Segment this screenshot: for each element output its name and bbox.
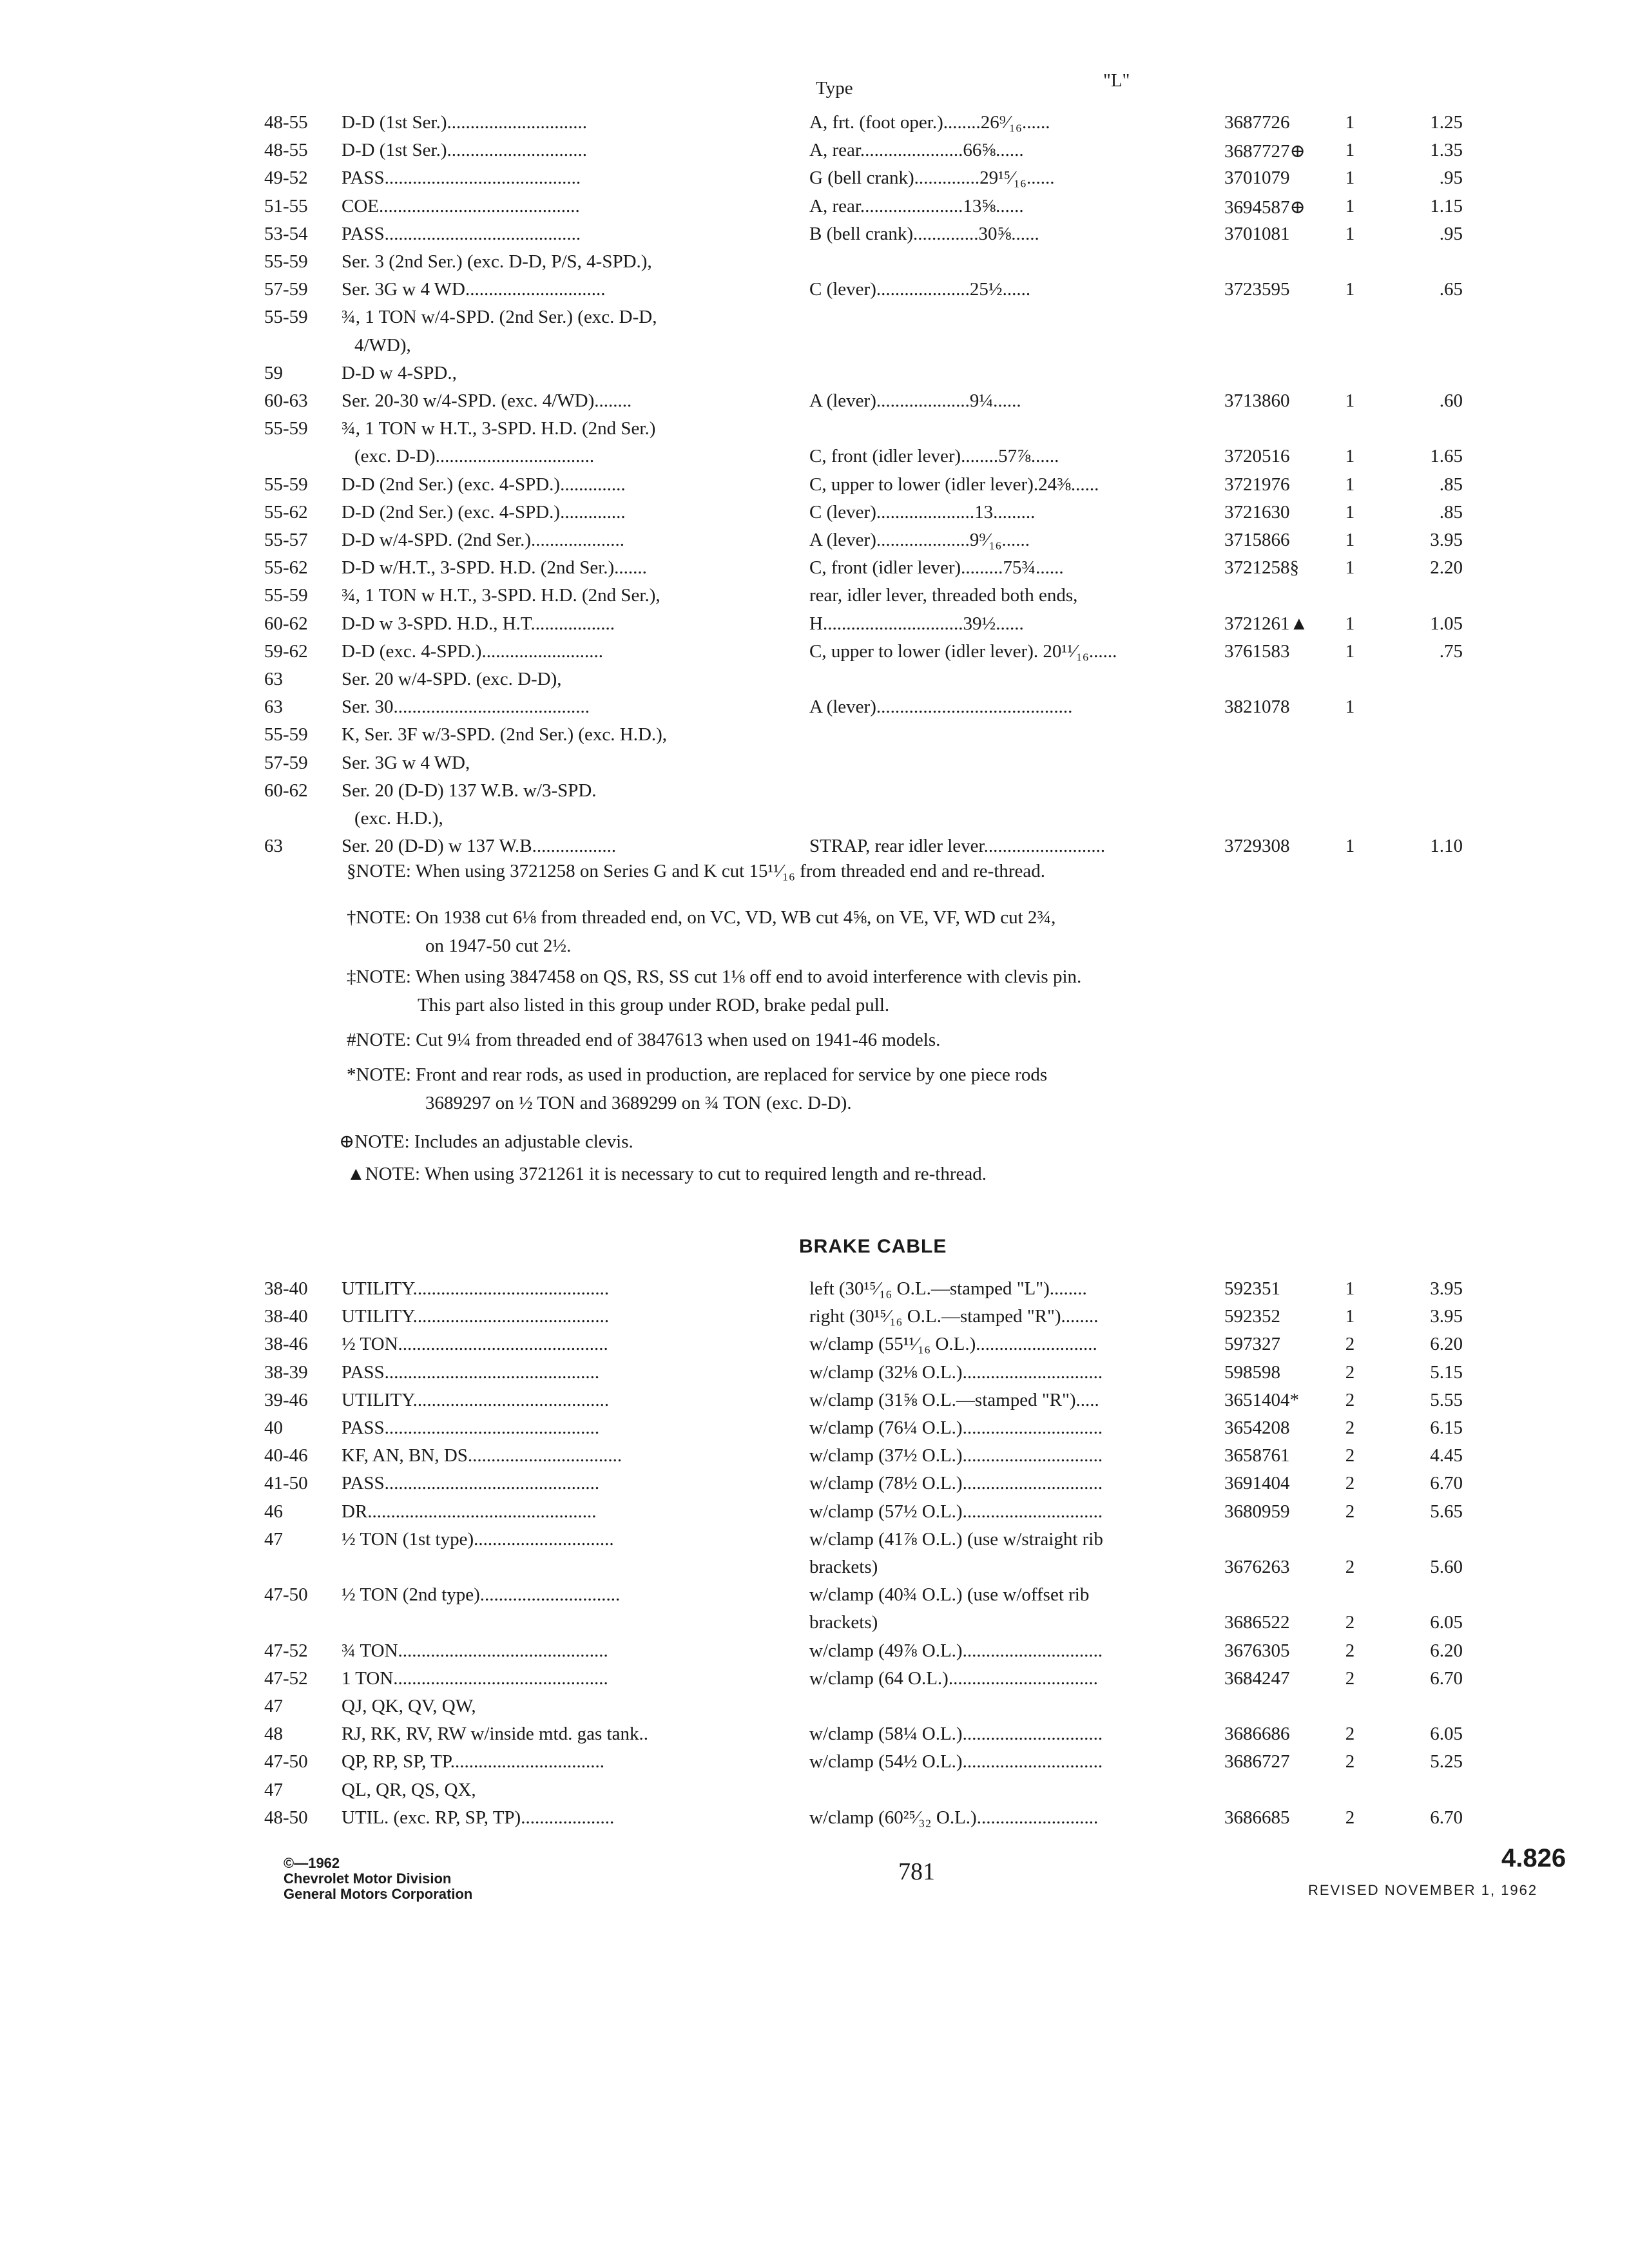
cable-row-part: right (30¹⁵⁄₁₆ O.L.—stamped "R")........	[809, 1306, 1099, 1327]
rod-row-desc: Ser. 20 w/4-SPD. (exc. D-D),	[342, 669, 562, 689]
cable-row-qty: 1	[1345, 1278, 1355, 1299]
cable-row-qty: 2	[1345, 1418, 1355, 1438]
rod-row-part: C (lever)....................25½......	[809, 279, 1031, 300]
rod-row-part: B (bell crank)..............30⅝......	[809, 223, 1039, 244]
cable-row-year: 38-40	[264, 1306, 308, 1327]
cable-row-part: w/clamp (41⅞ O.L.) (use w/straight rib	[809, 1528, 1103, 1550]
cable-row-desc: QP, RP, SP, TP.................................	[342, 1751, 605, 1773]
rod-row-year: 59-62	[264, 640, 308, 662]
cable-row-partnum: 3651404*	[1224, 1389, 1299, 1410]
cable-row-price: 6.05	[1430, 1724, 1463, 1745]
cable-row-price: 5.25	[1430, 1751, 1463, 1773]
cable-row-part: w/clamp (32⅛ O.L.)..............................	[809, 1361, 1103, 1383]
cable-row-desc: QJ, QK, QV, QW,	[342, 1696, 476, 1716]
rod-row-partnum: 3761583	[1224, 640, 1290, 662]
rod-row-year: 55-62	[264, 557, 308, 579]
corp: General Motors Corporation	[284, 1886, 473, 1902]
cable-row-part: w/clamp (37½ O.L.)..............................	[809, 1445, 1103, 1466]
rod-row-year: 55-59	[264, 724, 308, 745]
cable-row-part: w/clamp (60²⁵⁄₃₂ O.L.)..........................	[809, 1807, 1099, 1828]
rod-row-desc: PASS..........................................	[342, 223, 581, 244]
rod-row-price: 1.25	[1430, 112, 1463, 133]
cable-row-desc: UTILITY..........................................	[342, 1278, 610, 1299]
rod-row-desc: PASS..........................................	[342, 168, 581, 189]
rod-row-part: A (lever)....................9¼......	[809, 390, 1021, 411]
cable-row-qty: 2	[1345, 1501, 1355, 1522]
rod-row-year: 60-62	[264, 780, 308, 801]
rod-row-desc: COE...........................................	[342, 195, 580, 216]
cable-row-price: 6.70	[1430, 1667, 1463, 1689]
cable-row-year: 47	[264, 1528, 283, 1550]
cable-row-qty: 2	[1345, 1667, 1355, 1689]
cable-row-partnum: 3676305	[1224, 1640, 1290, 1661]
cable-row-partnum: 597327	[1224, 1334, 1280, 1355]
cable-row-partnum: 3654208	[1224, 1418, 1290, 1438]
cable-row-year: 38-39	[264, 1361, 308, 1383]
page-number: 781	[898, 1858, 935, 1885]
cable-row-desc: KF, AN, BN, DS.................................	[342, 1445, 622, 1466]
rod-row-partnum: 3694587⊕	[1224, 197, 1306, 218]
type-label: Type	[816, 78, 853, 99]
cable-row-price: 6.05	[1430, 1612, 1463, 1633]
rod-row-desc: Ser. 3G w 4 WD,	[342, 752, 470, 773]
cable-row-price: 6.20	[1430, 1640, 1463, 1661]
cable-row-partnum: 592351	[1224, 1278, 1280, 1299]
rod-row-qty: 1	[1345, 140, 1355, 161]
cable-row-desc: ½ TON (2nd type)..............................	[342, 1584, 621, 1606]
cable-row-qty: 2	[1345, 1557, 1355, 1577]
cable-row-desc: PASS..............................................	[342, 1473, 600, 1494]
rod-row-desc: ¾, 1 TON w H.T., 3-SPD. H.D. (2nd Ser.),	[342, 585, 660, 606]
cable-row-qty: 1	[1345, 1306, 1355, 1327]
rod-row-year: 51-55	[264, 195, 308, 216]
cable-row-desc: ½ TON (1st type)..............................	[342, 1528, 614, 1550]
rod-row-qty: 1	[1345, 557, 1355, 579]
rod-row-part: A, frt. (foot oper.)........26⁹⁄₁₆......	[809, 112, 1050, 133]
cable-row-desc: ¾ TON.............................................	[342, 1640, 608, 1661]
cable-row-part: w/clamp (64 O.L.)................................	[809, 1667, 1098, 1689]
rod-row-qty: 1	[1345, 223, 1355, 244]
rod-row-desc: (exc. D-D)..................................	[354, 446, 595, 467]
cable-row-year: 38-40	[264, 1278, 308, 1299]
rod-row-desc: Ser. 20-30 w/4-SPD. (exc. 4/WD)........	[342, 390, 632, 411]
rod-row-partnum: 3701081	[1224, 223, 1290, 244]
cable-row-partnum: 3658761	[1224, 1445, 1290, 1466]
cable-row-price: 5.15	[1430, 1361, 1463, 1383]
rod-row-price: 1.35	[1430, 140, 1463, 161]
rod-row-qty: 1	[1345, 390, 1355, 411]
rod-row-price: 1.05	[1430, 613, 1463, 634]
rod-row-desc: (exc. H.D.),	[354, 808, 443, 829]
cable-row-desc: 1 TON..............................................	[342, 1667, 608, 1689]
cable-row-partnum: 3691404	[1224, 1473, 1290, 1494]
cable-row-part: w/clamp (57½ O.L.)..............................	[809, 1501, 1103, 1522]
cable-row-desc: QL, QR, QS, QX,	[342, 1779, 476, 1800]
cable-row-qty: 2	[1345, 1473, 1355, 1494]
cable-row-desc: UTILITY..........................................	[342, 1306, 610, 1327]
rod-row-desc: K, Ser. 3F w/3-SPD. (2nd Ser.) (exc. H.D.),	[342, 724, 668, 745]
cable-row-partnum: 3686686	[1224, 1724, 1290, 1745]
rod-row-part: C (lever).....................13.........	[809, 501, 1036, 523]
rod-row-qty: 1	[1345, 530, 1355, 550]
rod-row-partnum: 3721258§	[1224, 557, 1299, 579]
note-line: ⊕NOTE: Includes an adjustable clevis.	[339, 1131, 633, 1152]
rod-row-year: 60-63	[264, 390, 308, 411]
cable-row-part: w/clamp (54½ O.L.)..............................	[809, 1751, 1103, 1773]
cable-row-year: 41-50	[264, 1473, 308, 1494]
cable-row-year: 39-46	[264, 1389, 308, 1410]
rod-row-desc: D-D w/4-SPD. (2nd Ser.)....................	[342, 530, 625, 550]
rod-row-qty: 1	[1345, 474, 1355, 495]
note-line: #NOTE: Cut 9¼ from threaded end of 3847613 when used on 1941-46 models.	[347, 1030, 941, 1050]
cable-row-year: 48	[264, 1724, 283, 1745]
rod-row-desc: ¾, 1 TON w H.T., 3-SPD. H.D. (2nd Ser.)	[342, 418, 656, 439]
note-line: on 1947-50 cut 2½.	[425, 936, 572, 956]
rod-row-qty: 1	[1345, 640, 1355, 662]
rod-row-price: .95	[1439, 223, 1463, 244]
cable-row-partnum: 3686522	[1224, 1612, 1290, 1633]
cable-row-year: 47-52	[264, 1640, 308, 1661]
rod-row-qty: 1	[1345, 836, 1355, 857]
division: Chevrolet Motor Division	[284, 1870, 452, 1887]
revised-date: REVISED NOVEMBER 1, 1962	[1308, 1882, 1538, 1898]
rod-row-price: 3.95	[1430, 530, 1463, 550]
cable-row-partnum: 3680959	[1224, 1501, 1290, 1522]
cable-row-price: 3.95	[1430, 1278, 1463, 1299]
rod-row-price: .75	[1439, 640, 1463, 662]
rod-row-price: 2.20	[1430, 557, 1463, 579]
cable-row-part: brackets)	[809, 1612, 878, 1633]
rod-row-year: 55-62	[264, 501, 308, 523]
rod-row-part: A (lever)..........................................	[809, 697, 1073, 718]
cable-row-price: 6.20	[1430, 1334, 1463, 1355]
rod-row-part: H..............................39½......	[809, 613, 1024, 634]
rod-row-year: 55-59	[264, 474, 308, 495]
rod-row-desc: Ser. 3 (2nd Ser.) (exc. D-D, P/S, 4-SPD.),	[342, 251, 652, 272]
cable-row-part: w/clamp (49⅞ O.L.)..............................	[809, 1640, 1103, 1661]
section-heading: BRAKE CABLE	[799, 1236, 947, 1257]
rod-row-desc: ¾, 1 TON w/4-SPD. (2nd Ser.) (exc. D-D,	[342, 307, 657, 328]
cable-row-qty: 2	[1345, 1751, 1355, 1773]
cable-row-partnum: 592352	[1224, 1306, 1280, 1327]
cable-row-price: 6.15	[1430, 1418, 1463, 1438]
rod-row-desc: D-D (1st Ser.)..............................	[342, 140, 588, 161]
cable-row-price: 5.60	[1430, 1557, 1463, 1577]
rod-row-year: 55-59	[264, 418, 308, 439]
rod-row-part: C, upper to lower (idler lever). 20¹¹⁄₁₆......	[809, 640, 1117, 662]
cable-row-partnum: 3686727	[1224, 1751, 1290, 1773]
cable-row-qty: 2	[1345, 1334, 1355, 1355]
cable-row-desc: DR.................................................	[342, 1501, 597, 1522]
note-line: *NOTE: Front and rear rods, as used in production, are replaced for service by one piece rods	[347, 1064, 1048, 1085]
rod-row-year: 57-59	[264, 752, 308, 773]
note-line: †NOTE: On 1938 cut 6⅛ from threaded end, on VC, VD, WB cut 4⅝, on VE, VF, WD cut 2¾,	[347, 907, 1056, 928]
rod-row-year: 55-59	[264, 307, 308, 328]
rod-row-desc: D-D (1st Ser.)..............................	[342, 112, 588, 133]
rod-row-price: 1.15	[1430, 195, 1463, 216]
rod-row-qty: 1	[1345, 446, 1355, 467]
rod-row-price: .85	[1439, 501, 1463, 523]
rod-row-part: C, front (idler lever).........75¾......	[809, 557, 1064, 579]
cable-row-price: 5.55	[1430, 1389, 1463, 1410]
rod-row-part: A, rear......................13⅝......	[809, 195, 1024, 216]
cable-row-desc: UTIL. (exc. RP, SP, TP)....................	[342, 1807, 615, 1828]
rod-row-partnum: 3715866	[1224, 530, 1290, 550]
cable-row-year: 47-52	[264, 1667, 308, 1689]
rod-row-year: 55-57	[264, 530, 308, 550]
rod-row-partnum: 3687727⊕	[1224, 141, 1306, 162]
rod-row-qty: 1	[1345, 195, 1355, 216]
cable-row-qty: 2	[1345, 1640, 1355, 1661]
rod-row-desc: D-D w/H.T., 3-SPD. H.D. (2nd Ser.).......	[342, 557, 647, 579]
cable-row-part: left (30¹⁵⁄₁₆ O.L.—stamped "L")........	[809, 1278, 1087, 1299]
rod-row-price: .60	[1439, 390, 1463, 411]
cable-row-desc: UTILITY..........................................	[342, 1389, 610, 1410]
cable-row-year: 46	[264, 1501, 283, 1522]
note-line: 3689297 on ½ TON and 3689299 on ¾ TON (exc. D-D).	[425, 1093, 852, 1113]
cable-row-part: w/clamp (31⅝ O.L.—stamped "R").....	[809, 1389, 1099, 1410]
cable-row-price: 4.45	[1430, 1445, 1463, 1466]
rod-row-desc: D-D (2nd Ser.) (exc. 4-SPD.)..............	[342, 501, 626, 523]
rod-row-year: 53-54	[264, 223, 308, 244]
rod-row-qty: 1	[1345, 112, 1355, 133]
note-line: ‡NOTE: When using 3847458 on QS, RS, SS cut 1⅛ off end to avoid interference with clevis pin.	[347, 966, 1082, 987]
cable-row-year: 40-46	[264, 1445, 308, 1466]
cable-row-partnum: 3684247	[1224, 1667, 1290, 1689]
rod-row-partnum: 3721976	[1224, 474, 1290, 495]
rod-row-partnum: 3721630	[1224, 501, 1290, 523]
cable-row-qty: 2	[1345, 1724, 1355, 1745]
cable-row-part: w/clamp (58¼ O.L.)..............................	[809, 1724, 1103, 1745]
rod-row-qty: 1	[1345, 501, 1355, 523]
cable-row-partnum: 3676263	[1224, 1557, 1290, 1577]
cable-row-desc: ½ TON.............................................	[342, 1334, 608, 1355]
cable-row-part: w/clamp (40¾ O.L.) (use w/offset rib	[809, 1584, 1090, 1606]
rod-row-desc: D-D w 3-SPD. H.D., H.T..................	[342, 613, 615, 634]
rod-row-year: 63	[264, 697, 283, 718]
rod-row-desc: Ser. 3G w 4 WD..............................	[342, 279, 606, 300]
cable-row-year: 47-50	[264, 1584, 308, 1606]
rod-row-part: A, rear......................66⅝......	[809, 140, 1024, 161]
rod-row-partnum: 3721261▲	[1224, 613, 1309, 634]
rod-row-desc: D-D (exc. 4-SPD.)..........................	[342, 640, 603, 662]
rod-row-part: C, front (idler lever)........57⅞......	[809, 446, 1059, 467]
rod-row-year: 48-55	[264, 112, 308, 133]
rod-row-part: STRAP, rear idler lever..........................	[809, 836, 1106, 857]
cable-row-year: 38-46	[264, 1334, 308, 1355]
cable-row-desc: RJ, RK, RV, RW w/inside mtd. gas tank..	[342, 1724, 648, 1745]
cable-row-year: 40	[264, 1418, 283, 1438]
cable-row-desc: PASS..............................................	[342, 1361, 600, 1383]
note-line: This part also listed in this group under ROD, brake pedal pull.	[418, 995, 890, 1015]
rod-row-partnum: 3821078	[1224, 697, 1290, 718]
rod-row-qty: 1	[1345, 697, 1355, 718]
rod-row-year: 59	[264, 362, 283, 383]
cable-row-part: w/clamp (78½ O.L.)..............................	[809, 1473, 1103, 1494]
rod-row-partnum: 3687726	[1224, 112, 1290, 133]
rod-row-price: .95	[1439, 168, 1463, 189]
copyright: ©—1962	[284, 1855, 340, 1871]
rod-row-year: 48-55	[264, 140, 308, 161]
rod-row-price: .85	[1439, 474, 1463, 495]
cable-row-qty: 2	[1345, 1389, 1355, 1410]
cable-row-price: 6.70	[1430, 1473, 1463, 1494]
rod-row-year: 49-52	[264, 168, 308, 189]
rod-row-partnum: 3701079	[1224, 168, 1290, 189]
rod-row-year: 57-59	[264, 279, 308, 300]
rod-row-desc: 4/WD),	[354, 334, 411, 356]
rod-row-desc: Ser. 20 (D-D) 137 W.B. w/3-SPD.	[342, 780, 597, 801]
rod-row-year: 55-59	[264, 585, 308, 606]
cable-row-price: 3.95	[1430, 1306, 1463, 1327]
type-value: "L"	[1103, 70, 1130, 91]
cable-row-price: 6.70	[1430, 1807, 1463, 1828]
rod-row-price: 1.65	[1430, 446, 1463, 467]
rod-row-qty: 1	[1345, 168, 1355, 189]
cable-row-partnum: 598598	[1224, 1361, 1280, 1383]
cable-row-desc: PASS..............................................	[342, 1418, 600, 1438]
cable-row-qty: 2	[1345, 1445, 1355, 1466]
cable-row-qty: 2	[1345, 1807, 1355, 1828]
rod-row-qty: 1	[1345, 279, 1355, 300]
cable-row-price: 5.65	[1430, 1501, 1463, 1522]
cable-row-qty: 2	[1345, 1361, 1355, 1383]
rod-row-part: C, upper to lower (idler lever).24⅜......	[809, 474, 1099, 495]
note-line: ▲NOTE: When using 3721261 it is necessary to cut to required length and re-thread.	[347, 1164, 987, 1184]
rod-row-partnum: 3720516	[1224, 446, 1290, 467]
rod-row-part: G (bell crank)..............29¹⁵⁄₁₆......	[809, 168, 1055, 189]
cable-row-part: w/clamp (76¼ O.L.)..............................	[809, 1418, 1103, 1438]
rod-row-year: 63	[264, 836, 283, 857]
section-number: 4.826	[1501, 1844, 1566, 1872]
rod-row-partnum: 3729308	[1224, 836, 1290, 857]
rod-row-year: 60-62	[264, 613, 308, 634]
cable-row-qty: 2	[1345, 1612, 1355, 1633]
rod-row-desc: Ser. 20 (D-D) w 137 W.B..................	[342, 836, 617, 857]
rod-row-desc: D-D w 4-SPD.,	[342, 362, 457, 383]
rod-row-part: rear, idler lever, threaded both ends,	[809, 585, 1078, 606]
rod-row-part: A (lever)....................9⁹⁄₁₆......	[809, 530, 1030, 550]
cable-row-part: w/clamp (55¹¹⁄₁₆ O.L.)..........................	[809, 1334, 1097, 1355]
rod-row-year: 63	[264, 669, 283, 689]
cable-row-year: 47-50	[264, 1751, 308, 1773]
rod-row-partnum: 3713860	[1224, 390, 1290, 411]
cable-row-year: 47	[264, 1696, 283, 1716]
cable-row-part: brackets)	[809, 1557, 878, 1577]
rod-row-partnum: 3723595	[1224, 279, 1290, 300]
rod-row-price: .65	[1439, 279, 1463, 300]
cable-row-partnum: 3686685	[1224, 1807, 1290, 1828]
rod-row-price: 1.10	[1430, 836, 1463, 857]
cable-row-year: 48-50	[264, 1807, 308, 1828]
rod-row-desc: D-D (2nd Ser.) (exc. 4-SPD.)..............	[342, 474, 626, 495]
cable-row-year: 47	[264, 1779, 283, 1800]
note-line: §NOTE: When using 3721258 on Series G and K cut 15¹¹⁄₁₆ from threaded end and re-thread.	[347, 861, 1046, 881]
rod-row-desc: Ser. 30..........................................	[342, 697, 590, 718]
rod-row-qty: 1	[1345, 613, 1355, 634]
rod-row-year: 55-59	[264, 251, 308, 272]
